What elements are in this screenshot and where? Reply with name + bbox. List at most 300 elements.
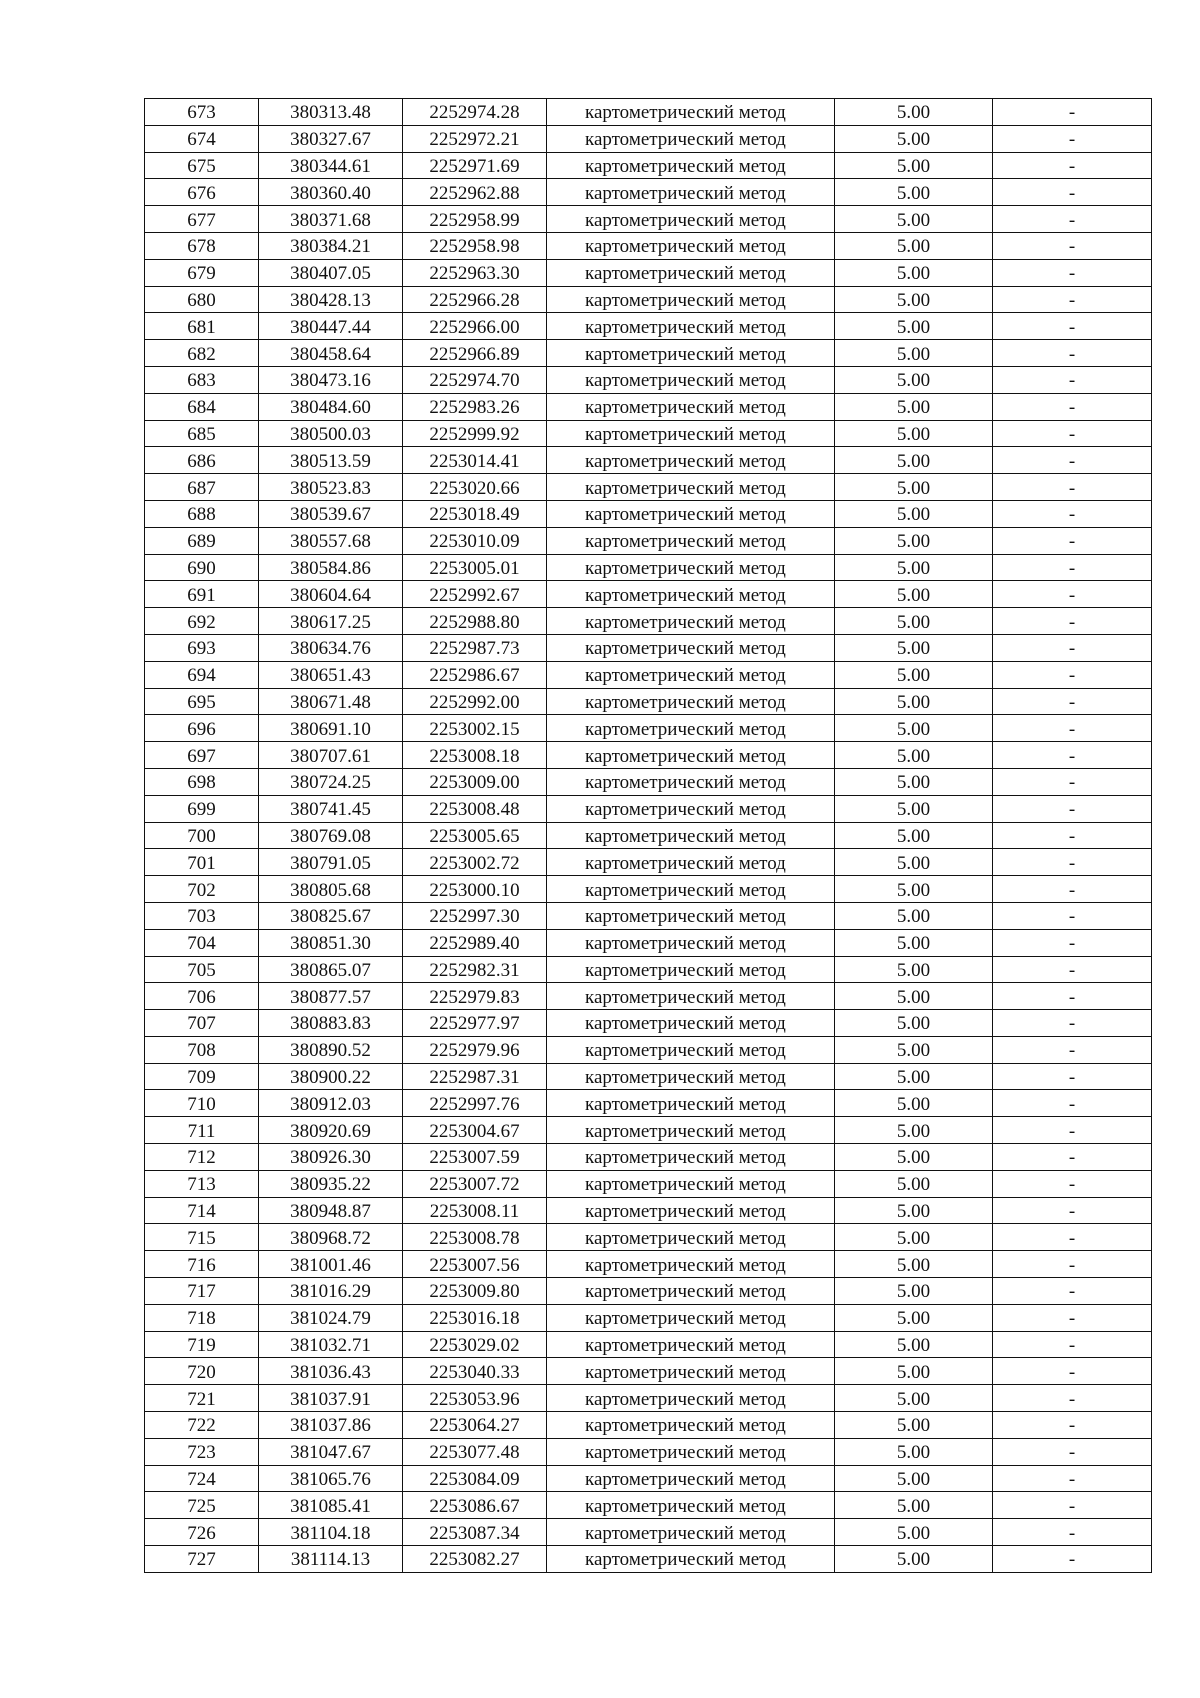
accuracy-cell	[835, 983, 993, 1010]
y-coordinate-cell-text: 2253004.67	[429, 1120, 520, 1142]
y-coordinate-cell	[403, 1492, 547, 1519]
x-coordinate-cell	[259, 715, 403, 742]
point-number-cell	[145, 1010, 259, 1037]
y-coordinate-cell-text: 2252979.96	[429, 1040, 520, 1062]
y-coordinate-cell	[403, 447, 547, 474]
y-coordinate-cell-text: 2252966.89	[429, 343, 520, 365]
coordinates-table-body	[145, 99, 1152, 1573]
note-cell-text: -	[1068, 799, 1076, 821]
x-coordinate-cell-text: 381104.18	[290, 1522, 371, 1544]
note-cell-text: -	[1068, 1388, 1076, 1410]
x-coordinate-cell	[259, 876, 403, 903]
x-coordinate-cell-text: 381016.29	[290, 1281, 371, 1303]
table-row	[145, 340, 1152, 367]
x-coordinate-cell-text: 380458.64	[290, 343, 371, 365]
accuracy-cell	[835, 554, 993, 581]
point-number-cell	[145, 581, 259, 608]
point-number-cell	[145, 956, 259, 983]
method-cell	[547, 447, 835, 474]
note-cell-text: -	[1068, 986, 1076, 1008]
method-cell-text: картометрический метод	[585, 1067, 786, 1089]
x-coordinate-cell	[259, 742, 403, 769]
y-coordinate-cell-text: 2253018.49	[429, 504, 520, 526]
table-row	[145, 849, 1152, 876]
table-row	[145, 742, 1152, 769]
point-number-cell-text: 703	[187, 906, 216, 928]
method-cell	[547, 500, 835, 527]
accuracy-cell-text: 5.00	[896, 638, 931, 660]
note-cell	[993, 849, 1152, 876]
accuracy-cell	[835, 902, 993, 929]
note-cell	[993, 286, 1152, 313]
table-row	[145, 688, 1152, 715]
point-number-cell	[145, 1412, 259, 1439]
point-number-cell	[145, 1358, 259, 1385]
y-coordinate-cell	[403, 99, 547, 126]
accuracy-cell-text: 5.00	[896, 1093, 931, 1115]
accuracy-cell	[835, 232, 993, 259]
note-cell-text: -	[1068, 745, 1076, 767]
x-coordinate-cell	[259, 554, 403, 581]
y-coordinate-cell	[403, 179, 547, 206]
note-cell-text: -	[1068, 316, 1076, 338]
table-row	[145, 125, 1152, 152]
point-number-cell	[145, 715, 259, 742]
method-cell-text: картометрический метод	[585, 611, 786, 633]
method-cell	[547, 554, 835, 581]
point-number-cell	[145, 1546, 259, 1573]
note-cell-text: -	[1068, 1495, 1076, 1517]
method-cell-text: картометрический метод	[585, 236, 786, 258]
y-coordinate-cell-text: 2252977.97	[429, 1013, 520, 1035]
x-coordinate-cell-text: 380447.44	[290, 316, 371, 338]
x-coordinate-cell	[259, 1278, 403, 1305]
method-cell	[547, 313, 835, 340]
table-row	[145, 795, 1152, 822]
accuracy-cell	[835, 1465, 993, 1492]
note-cell	[993, 876, 1152, 903]
note-cell-text: -	[1068, 236, 1076, 258]
note-cell	[993, 1492, 1152, 1519]
table-row	[145, 313, 1152, 340]
note-cell-text: -	[1068, 1522, 1076, 1544]
method-cell-text: картометрический метод	[585, 825, 786, 847]
y-coordinate-cell-text: 2253020.66	[429, 477, 520, 499]
note-cell	[993, 956, 1152, 983]
point-number-cell	[145, 554, 259, 581]
method-cell	[547, 366, 835, 393]
x-coordinate-cell	[259, 608, 403, 635]
x-coordinate-cell-text: 381032.71	[290, 1335, 371, 1357]
note-cell	[993, 1304, 1152, 1331]
table-row	[145, 554, 1152, 581]
x-coordinate-cell-text: 381036.43	[290, 1361, 371, 1383]
accuracy-cell-text: 5.00	[896, 1388, 931, 1410]
point-number-cell	[145, 1519, 259, 1546]
y-coordinate-cell	[403, 527, 547, 554]
y-coordinate-cell	[403, 1197, 547, 1224]
accuracy-cell-text: 5.00	[896, 799, 931, 821]
point-number-cell	[145, 983, 259, 1010]
note-cell	[993, 420, 1152, 447]
accuracy-cell	[835, 1438, 993, 1465]
method-cell-text: картометрический метод	[585, 209, 786, 231]
y-coordinate-cell	[403, 929, 547, 956]
point-number-cell	[145, 849, 259, 876]
point-number-cell-text: 686	[187, 450, 216, 472]
x-coordinate-cell-text: 380926.30	[290, 1147, 371, 1169]
note-cell-text: -	[1068, 129, 1076, 151]
point-number-cell-text: 677	[187, 209, 216, 231]
accuracy-cell-text: 5.00	[896, 986, 931, 1008]
y-coordinate-cell	[403, 340, 547, 367]
table-row	[145, 956, 1152, 983]
y-coordinate-cell-text: 2252987.73	[429, 638, 520, 660]
note-cell-text: -	[1068, 665, 1076, 687]
table-row	[145, 1144, 1152, 1171]
accuracy-cell-text: 5.00	[896, 370, 931, 392]
table-row	[145, 1063, 1152, 1090]
y-coordinate-cell	[403, 1438, 547, 1465]
method-cell	[547, 1465, 835, 1492]
table-row	[145, 152, 1152, 179]
method-cell	[547, 1438, 835, 1465]
point-number-cell	[145, 1036, 259, 1063]
table-row	[145, 1170, 1152, 1197]
y-coordinate-cell	[403, 1224, 547, 1251]
accuracy-cell-text: 5.00	[896, 450, 931, 472]
method-cell	[547, 1144, 835, 1171]
method-cell	[547, 393, 835, 420]
point-number-cell	[145, 366, 259, 393]
method-cell-text: картометрический метод	[585, 1361, 786, 1383]
table-row	[145, 1304, 1152, 1331]
point-number-cell-text: 681	[187, 316, 216, 338]
note-cell	[993, 1385, 1152, 1412]
y-coordinate-cell-text: 2252979.83	[429, 986, 520, 1008]
method-cell-text: картометрический метод	[585, 263, 786, 285]
point-number-cell	[145, 259, 259, 286]
point-number-cell	[145, 1304, 259, 1331]
method-cell-text: картометрический метод	[585, 504, 786, 526]
accuracy-cell	[835, 768, 993, 795]
y-coordinate-cell-text: 2253008.48	[429, 799, 520, 821]
method-cell-text: картометрический метод	[585, 316, 786, 338]
y-coordinate-cell-text: 2252962.88	[429, 182, 520, 204]
x-coordinate-cell-text: 380428.13	[290, 289, 371, 311]
y-coordinate-cell	[403, 152, 547, 179]
table-row	[145, 1438, 1152, 1465]
x-coordinate-cell-text: 380523.83	[290, 477, 371, 499]
accuracy-cell	[835, 527, 993, 554]
method-cell-text: картометрический метод	[585, 638, 786, 660]
accuracy-cell	[835, 286, 993, 313]
method-cell	[547, 983, 835, 1010]
accuracy-cell-text: 5.00	[896, 1415, 931, 1437]
point-number-cell	[145, 1170, 259, 1197]
note-cell-text: -	[1068, 1174, 1076, 1196]
note-cell	[993, 1170, 1152, 1197]
y-coordinate-cell	[403, 849, 547, 876]
note-cell	[993, 366, 1152, 393]
table-row	[145, 1465, 1152, 1492]
x-coordinate-cell	[259, 1010, 403, 1037]
accuracy-cell-text: 5.00	[896, 1174, 931, 1196]
x-coordinate-cell-text: 380344.61	[290, 155, 371, 177]
point-number-cell	[145, 125, 259, 152]
point-number-cell	[145, 1251, 259, 1278]
x-coordinate-cell-text: 380791.05	[290, 852, 371, 874]
accuracy-cell-text: 5.00	[896, 584, 931, 606]
coordinates-table	[144, 98, 1152, 1573]
note-cell	[993, 259, 1152, 286]
method-cell-text: картометрический метод	[585, 665, 786, 687]
method-cell-text: картометрический метод	[585, 959, 786, 981]
x-coordinate-cell	[259, 1331, 403, 1358]
y-coordinate-cell	[403, 1358, 547, 1385]
method-cell	[547, 956, 835, 983]
table-row	[145, 581, 1152, 608]
method-cell	[547, 125, 835, 152]
table-row	[145, 983, 1152, 1010]
x-coordinate-cell	[259, 232, 403, 259]
y-coordinate-cell	[403, 1090, 547, 1117]
accuracy-cell-text: 5.00	[896, 102, 931, 124]
method-cell	[547, 206, 835, 233]
point-number-cell-text: 688	[187, 504, 216, 526]
accuracy-cell-text: 5.00	[896, 933, 931, 955]
method-cell-text: картометрический метод	[585, 450, 786, 472]
x-coordinate-cell-text: 380935.22	[290, 1174, 371, 1196]
point-number-cell-text: 674	[187, 129, 216, 151]
note-cell-text: -	[1068, 1093, 1076, 1115]
y-coordinate-cell	[403, 661, 547, 688]
x-coordinate-cell	[259, 661, 403, 688]
table-row	[145, 232, 1152, 259]
accuracy-cell-text: 5.00	[896, 879, 931, 901]
point-number-cell	[145, 99, 259, 126]
note-cell-text: -	[1068, 450, 1076, 472]
accuracy-cell	[835, 1117, 993, 1144]
accuracy-cell	[835, 581, 993, 608]
accuracy-cell-text: 5.00	[896, 209, 931, 231]
point-number-cell	[145, 1438, 259, 1465]
accuracy-cell	[835, 474, 993, 501]
note-cell	[993, 1036, 1152, 1063]
method-cell	[547, 1117, 835, 1144]
point-number-cell	[145, 286, 259, 313]
method-cell	[547, 1063, 835, 1090]
x-coordinate-cell	[259, 286, 403, 313]
note-cell-text: -	[1068, 531, 1076, 553]
y-coordinate-cell-text: 2252982.31	[429, 959, 520, 981]
x-coordinate-cell	[259, 1170, 403, 1197]
x-coordinate-cell	[259, 929, 403, 956]
table-row	[145, 1197, 1152, 1224]
point-number-cell	[145, 661, 259, 688]
x-coordinate-cell	[259, 99, 403, 126]
accuracy-cell-text: 5.00	[896, 1201, 931, 1223]
y-coordinate-cell-text: 2253040.33	[429, 1361, 520, 1383]
y-coordinate-cell-text: 2253008.11	[429, 1201, 520, 1223]
point-number-cell-text: 691	[187, 584, 216, 606]
x-coordinate-cell-text: 380557.68	[290, 531, 371, 553]
accuracy-cell-text: 5.00	[896, 477, 931, 499]
accuracy-cell	[835, 206, 993, 233]
table-row	[145, 768, 1152, 795]
accuracy-cell	[835, 1385, 993, 1412]
y-coordinate-cell-text: 2253087.34	[429, 1522, 520, 1544]
x-coordinate-cell-text: 381065.76	[290, 1469, 371, 1491]
y-coordinate-cell	[403, 1546, 547, 1573]
method-cell	[547, 1385, 835, 1412]
note-cell	[993, 527, 1152, 554]
point-number-cell-text: 706	[187, 986, 216, 1008]
y-coordinate-cell-text: 2253000.10	[429, 879, 520, 901]
note-cell-text: -	[1068, 1281, 1076, 1303]
x-coordinate-cell	[259, 393, 403, 420]
point-number-cell	[145, 500, 259, 527]
note-cell-text: -	[1068, 182, 1076, 204]
accuracy-cell-text: 5.00	[896, 959, 931, 981]
accuracy-cell-text: 5.00	[896, 531, 931, 553]
method-cell-text: картометрический метод	[585, 1415, 786, 1437]
x-coordinate-cell	[259, 1465, 403, 1492]
method-cell	[547, 1492, 835, 1519]
y-coordinate-cell	[403, 474, 547, 501]
note-cell-text: -	[1068, 852, 1076, 874]
method-cell	[547, 1331, 835, 1358]
y-coordinate-cell-text: 2253009.80	[429, 1281, 520, 1303]
point-number-cell-text: 694	[187, 665, 216, 687]
note-cell-text: -	[1068, 343, 1076, 365]
y-coordinate-cell	[403, 1519, 547, 1546]
accuracy-cell-text: 5.00	[896, 825, 931, 847]
x-coordinate-cell	[259, 795, 403, 822]
note-cell-text: -	[1068, 1254, 1076, 1276]
method-cell-text: картометрический метод	[585, 423, 786, 445]
method-cell-text: картометрический метод	[585, 477, 786, 499]
note-cell-text: -	[1068, 772, 1076, 794]
note-cell-text: -	[1068, 557, 1076, 579]
method-cell	[547, 822, 835, 849]
y-coordinate-cell-text: 2252989.40	[429, 933, 520, 955]
point-number-cell	[145, 447, 259, 474]
accuracy-cell-text: 5.00	[896, 263, 931, 285]
note-cell	[993, 1117, 1152, 1144]
note-cell	[993, 179, 1152, 206]
x-coordinate-cell-text: 381114.13	[290, 1549, 371, 1571]
accuracy-cell	[835, 1036, 993, 1063]
table-row	[145, 1090, 1152, 1117]
x-coordinate-cell	[259, 634, 403, 661]
point-number-cell-text: 717	[187, 1281, 216, 1303]
note-cell	[993, 152, 1152, 179]
y-coordinate-cell	[403, 795, 547, 822]
accuracy-cell-text: 5.00	[896, 718, 931, 740]
accuracy-cell-text: 5.00	[896, 852, 931, 874]
y-coordinate-cell-text: 2253014.41	[429, 450, 520, 472]
y-coordinate-cell-text: 2253002.72	[429, 852, 520, 874]
accuracy-cell	[835, 1519, 993, 1546]
note-cell	[993, 634, 1152, 661]
method-cell-text: картометрический метод	[585, 129, 786, 151]
point-number-cell-text: 715	[187, 1227, 216, 1249]
note-cell	[993, 1519, 1152, 1546]
accuracy-cell	[835, 1546, 993, 1573]
note-cell-text: -	[1068, 102, 1076, 124]
accuracy-cell	[835, 500, 993, 527]
note-cell-text: -	[1068, 933, 1076, 955]
note-cell-text: -	[1068, 1549, 1076, 1571]
x-coordinate-cell	[259, 1492, 403, 1519]
y-coordinate-cell-text: 2253005.01	[429, 557, 520, 579]
point-number-cell-text: 725	[187, 1495, 216, 1517]
method-cell	[547, 1224, 835, 1251]
point-number-cell-text: 721	[187, 1388, 216, 1410]
y-coordinate-cell-text: 2253007.72	[429, 1174, 520, 1196]
table-row	[145, 1519, 1152, 1546]
y-coordinate-cell	[403, 1278, 547, 1305]
note-cell	[993, 125, 1152, 152]
y-coordinate-cell-text: 2253007.56	[429, 1254, 520, 1276]
accuracy-cell	[835, 125, 993, 152]
y-coordinate-cell-text: 2253005.65	[429, 825, 520, 847]
method-cell	[547, 1278, 835, 1305]
x-coordinate-cell-text: 380883.83	[290, 1013, 371, 1035]
table-row	[145, 1224, 1152, 1251]
point-number-cell	[145, 822, 259, 849]
x-coordinate-cell-text: 380539.67	[290, 504, 371, 526]
x-coordinate-cell-text: 380584.86	[290, 557, 371, 579]
y-coordinate-cell	[403, 822, 547, 849]
note-cell-text: -	[1068, 1040, 1076, 1062]
method-cell-text: картометрический метод	[585, 772, 786, 794]
point-number-cell-text: 698	[187, 772, 216, 794]
note-cell	[993, 1358, 1152, 1385]
y-coordinate-cell	[403, 1251, 547, 1278]
method-cell	[547, 661, 835, 688]
y-coordinate-cell	[403, 313, 547, 340]
note-cell	[993, 608, 1152, 635]
method-cell	[547, 849, 835, 876]
point-number-cell	[145, 688, 259, 715]
method-cell-text: картометрический метод	[585, 531, 786, 553]
x-coordinate-cell-text: 380851.30	[290, 933, 371, 955]
x-coordinate-cell	[259, 500, 403, 527]
y-coordinate-cell-text: 2252966.00	[429, 316, 520, 338]
note-cell	[993, 1546, 1152, 1573]
point-number-cell	[145, 232, 259, 259]
accuracy-cell-text: 5.00	[896, 1442, 931, 1464]
y-coordinate-cell-text: 2253010.09	[429, 531, 520, 553]
point-number-cell	[145, 608, 259, 635]
y-coordinate-cell-text: 2253002.15	[429, 718, 520, 740]
point-number-cell-text: 712	[187, 1147, 216, 1169]
point-number-cell-text: 701	[187, 852, 216, 874]
accuracy-cell	[835, 956, 993, 983]
note-cell	[993, 1465, 1152, 1492]
point-number-cell	[145, 768, 259, 795]
y-coordinate-cell	[403, 1144, 547, 1171]
note-cell-text: -	[1068, 397, 1076, 419]
table-row	[145, 420, 1152, 447]
y-coordinate-cell-text: 2252966.28	[429, 289, 520, 311]
method-cell	[547, 1090, 835, 1117]
y-coordinate-cell	[403, 393, 547, 420]
point-number-cell-text: 705	[187, 959, 216, 981]
accuracy-cell	[835, 366, 993, 393]
